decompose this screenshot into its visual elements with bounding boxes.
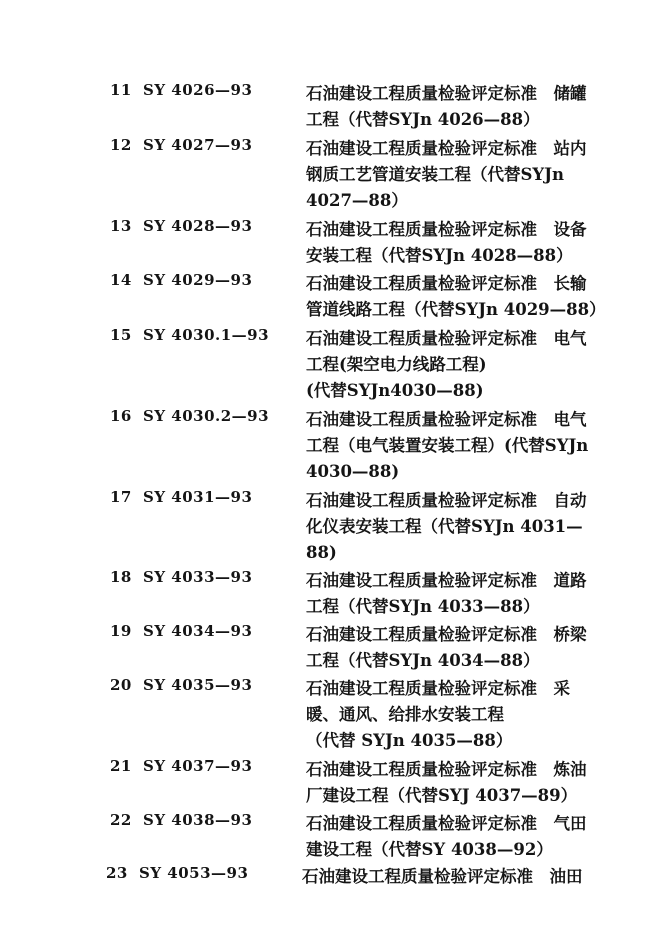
- standard-title: [306, 326, 636, 404]
- title-line: 石油建设工程质量检验评定标准 设备: [306, 220, 587, 239]
- standard-title: [306, 488, 636, 566]
- standard-code: SY 4037—93: [143, 757, 253, 775]
- standard-title: [306, 217, 636, 269]
- standard-code: SY 4038—93: [143, 811, 253, 829]
- title-line: 工程（代替SYJn 4026—88）: [306, 110, 540, 129]
- standard-code: SY 4028—93: [143, 217, 253, 235]
- entry-number: 22: [110, 811, 132, 829]
- entry-number: 13: [110, 217, 132, 235]
- entry-number: 20: [110, 676, 132, 694]
- title-line: 石油建设工程质量检验评定标准 炼油: [306, 760, 587, 779]
- title-line: 安装工程（代替SYJn 4028—88）: [306, 246, 573, 265]
- standard-title: [306, 407, 636, 485]
- title-line: 石油建设工程质量检验评定标准 储罐: [306, 84, 587, 103]
- entry-number: 21: [110, 757, 132, 775]
- title-line: 88): [306, 543, 337, 562]
- standard-code: SY 4053—93: [139, 864, 249, 882]
- standard-code: SY 4027—93: [143, 136, 253, 154]
- standard-code: SY 4029—93: [143, 271, 253, 289]
- title-line: 工程（电气装置安装工程）(代替SYJn: [306, 436, 589, 455]
- entry-number: 19: [110, 622, 132, 640]
- title-line: 暖、通风、给排水安装工程: [306, 705, 504, 724]
- title-line: 石油建设工程质量检验评定标准 站内: [306, 139, 587, 158]
- title-line: 石油建设工程质量检验评定标准 电气: [306, 410, 587, 429]
- entry-number: 17: [110, 488, 132, 506]
- standard-title: [306, 136, 636, 214]
- title-line: 4027—88）: [306, 191, 408, 210]
- entry-number: 18: [110, 568, 132, 586]
- standard-code: SY 4033—93: [143, 568, 253, 586]
- title-line: 石油建设工程质量检验评定标准 电气: [306, 329, 587, 348]
- standard-code: SY 4035—93: [143, 676, 253, 694]
- title-line: 石油建设工程质量检验评定标准 桥梁: [306, 625, 587, 644]
- title-line: 钢质工艺管道安装工程（代替SYJn: [306, 165, 564, 184]
- standard-title: [306, 568, 636, 620]
- standard-code: SY 4030.2—93: [143, 407, 270, 425]
- title-line: 石油建设工程质量检验评定标准 采: [306, 679, 570, 698]
- title-line: 建设工程（代替SY 4038—92）: [306, 840, 553, 859]
- title-line: (代替SYJn4030—88): [306, 381, 484, 400]
- standard-title: [302, 864, 632, 890]
- title-line: 石油建设工程质量检验评定标准 气田: [306, 814, 587, 833]
- standard-title: [306, 622, 636, 674]
- standard-title: [306, 81, 636, 133]
- entry-number: 15: [110, 326, 132, 344]
- title-line: 工程（代替SYJn 4033—88）: [306, 597, 540, 616]
- title-line: 4030—88): [306, 462, 400, 481]
- title-line: 石油建设工程质量检验评定标准 油田: [302, 867, 583, 886]
- title-line: 工程（代替SYJn 4034—88）: [306, 651, 540, 670]
- standard-code: SY 4026—93: [143, 81, 253, 99]
- standard-title: [306, 676, 636, 754]
- title-line: 石油建设工程质量检验评定标准 自动: [306, 491, 587, 510]
- standard-title: [306, 757, 636, 809]
- entry-number: 16: [110, 407, 132, 425]
- title-line: 管道线路工程（代替SYJn 4029—88）: [306, 300, 606, 319]
- entry-number: 23: [106, 864, 128, 882]
- title-line: 石油建设工程质量检验评定标准 长输: [306, 274, 587, 293]
- standard-title: [306, 271, 636, 323]
- standard-title: [306, 811, 636, 863]
- standard-code: SY 4034—93: [143, 622, 253, 640]
- entry-number: 14: [110, 271, 132, 289]
- title-line: 化仪表安装工程（代替SYJn 4031—: [306, 517, 583, 536]
- entry-number: 12: [110, 136, 132, 154]
- title-line: 厂建设工程（代替SYJ 4037—89）: [306, 786, 578, 805]
- title-line: 石油建设工程质量检验评定标准 道路: [306, 571, 587, 590]
- title-line: 工程(架空电力线路工程): [306, 355, 487, 374]
- entry-number: 11: [110, 81, 132, 99]
- title-line: （代替 SYJn 4035—88）: [306, 731, 513, 750]
- standard-code: SY 4031—93: [143, 488, 253, 506]
- standard-code: SY 4030.1—93: [143, 326, 270, 344]
